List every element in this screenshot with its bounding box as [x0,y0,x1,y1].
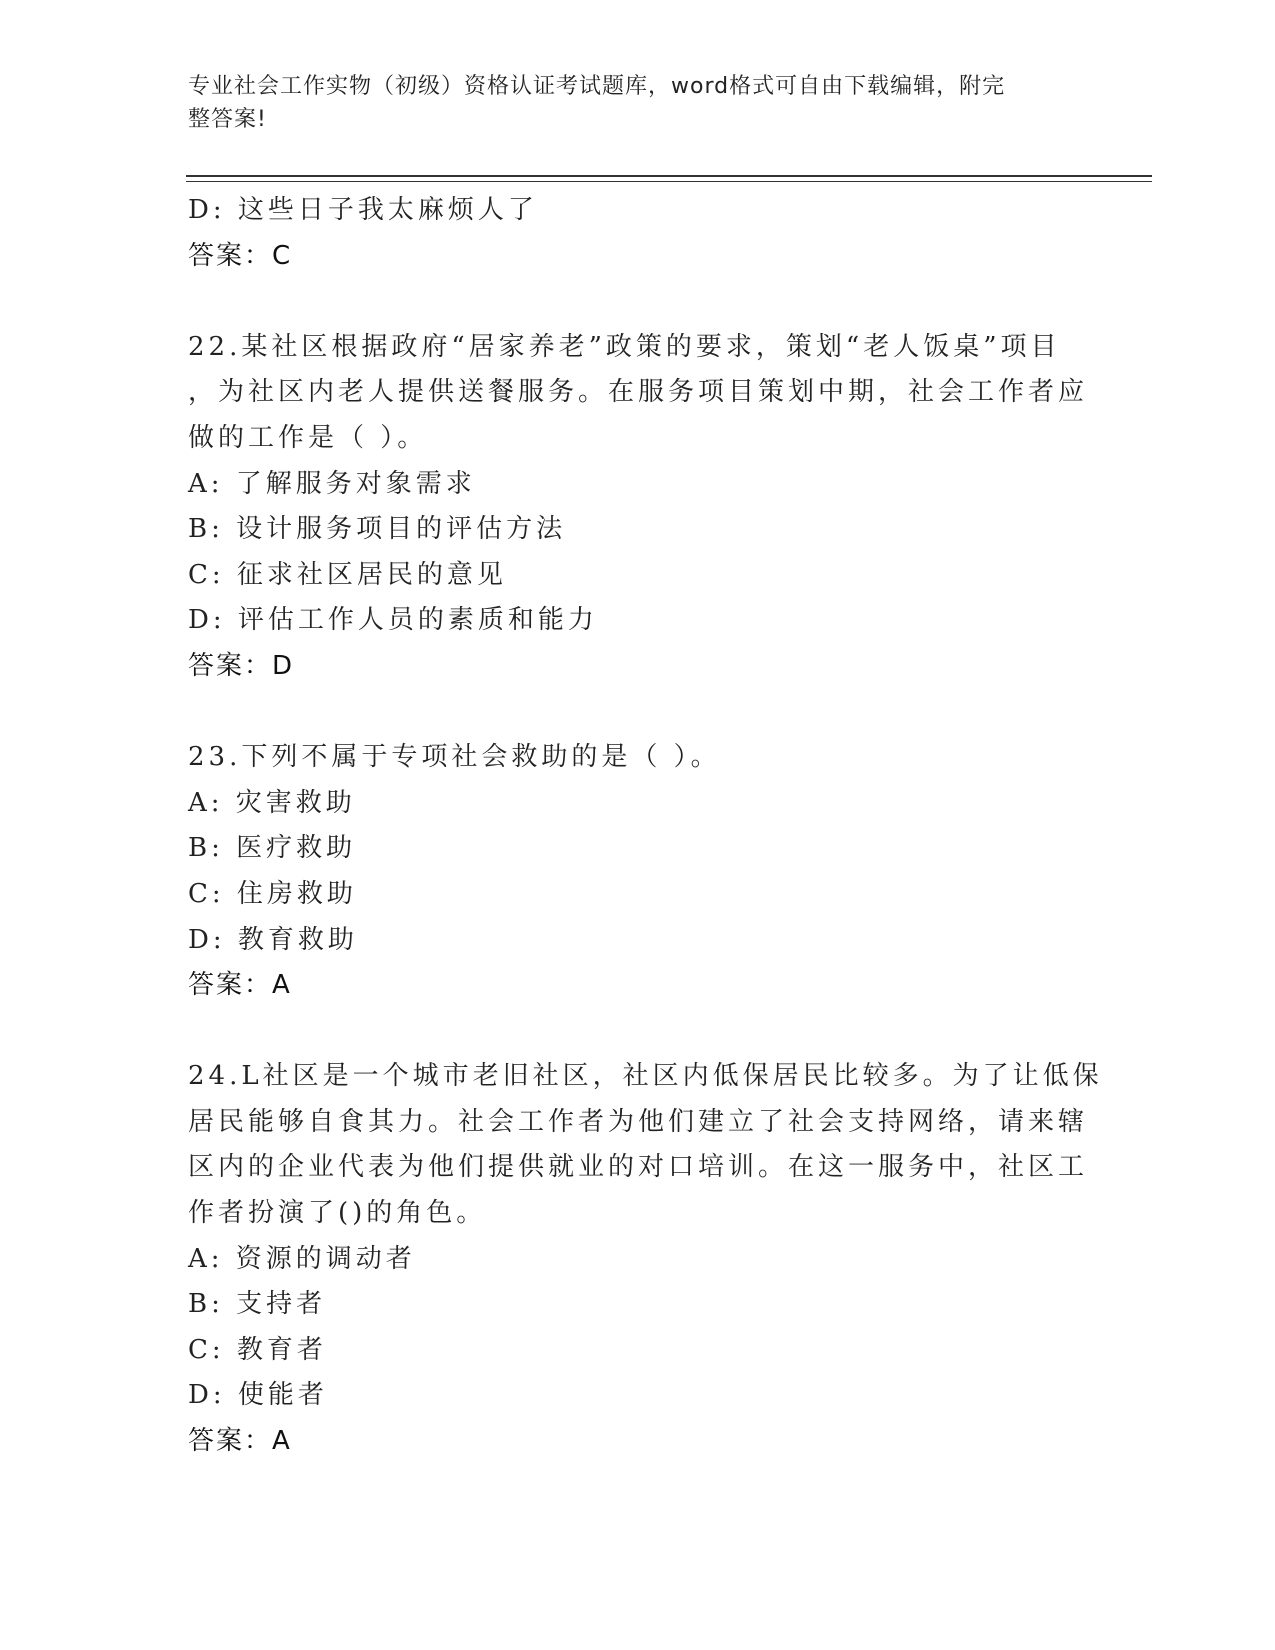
question-24-stem-line-4: 作者扮演了()的角色。 [188,1198,487,1229]
header-divider-thin [186,181,1152,182]
spacer [188,279,1068,325]
spacer [188,1009,1068,1055]
question-22-stem-line-1: 22.某社区根据政府“居家养老”政策的要求，策划“老人饭桌”项目 [188,331,1061,362]
question-24-option-c: C: 教育者 [188,1334,327,1365]
question-22-stem-line-2: ，为社区内老人提供送餐服务。在服务项目策划中期，社会工作者应 [188,377,1089,408]
question-23 [188,735,1068,1009]
question-23-answer: 答案：A [188,970,292,1001]
question-23-option-d: D: 教育救助 [188,924,358,955]
question-24-option-a: A: 资源的调动者 [188,1243,416,1274]
question-21-tail [188,188,1068,279]
header-note-line-2: 整答案! [188,107,267,132]
question-22 [188,325,1089,690]
question-21-option-d: D: 这些日子我太麻烦人了 [188,195,538,225]
question-22-answer: 答案：D [188,650,295,681]
question-22-option-d: D: 评估工作人员的素质和能力 [188,605,598,636]
question-23-option-b: B: 医疗救助 [188,833,357,864]
question-23-option-a: A: 灾害救助 [188,787,356,818]
question-23-stem-line-1: 23.下列不属于专项社会救助的是（ ）。 [188,742,721,773]
question-24-answer: 答案：A [188,1426,292,1457]
question-24-option-d: D: 使能者 [188,1380,328,1411]
question-24-option-b: B: 支持者 [188,1289,327,1320]
question-24 [188,1054,1103,1464]
question-22-option-b: B: 设计服务项目的评估方法 [188,514,567,545]
question-22-option-c: C: 征求社区居民的意见 [188,559,507,590]
question-21-answer: 答案：C [188,240,293,271]
header-divider-thick [186,175,1152,177]
question-22-option-a: A: 了解服务对象需求 [188,468,476,499]
question-24-stem-line-1: 24.L社区是一个城市老旧社区，社区内低保居民比较多。为了让低保 [188,1061,1103,1092]
document-body [188,188,1103,1465]
question-24-stem-line-2: 居民能够自食其力。社会工作者为他们建立了社会支持网络，请来辖 [188,1106,1089,1137]
header-note-line-1: 专业社会工作实物（初级）资格认证考试题库，word格式可自由下载编辑，附完 [188,74,1006,99]
header-note [188,70,1068,136]
spacer [188,690,1068,736]
question-22-stem-line-3: 做的工作是（ ）。 [188,422,428,453]
question-23-option-c: C: 住房救助 [188,878,357,909]
question-24-stem-line-3: 区内的企业代表为他们提供就业的对口培训。在这一服务中，社区工 [188,1152,1089,1183]
